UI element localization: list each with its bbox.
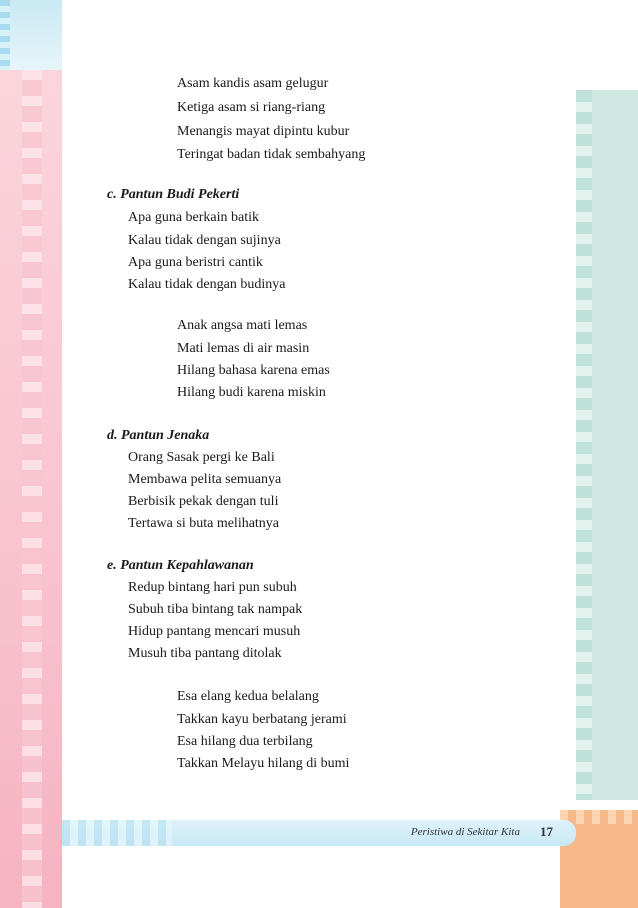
poem-line: Teringat badan tidak sembahyang [177, 147, 366, 162]
poem-line: Hilang budi karena miskin [177, 385, 326, 400]
poem-line: Berbisik pekak dengan tuli [128, 494, 279, 509]
poem-line: Kalau tidak dengan budinya [128, 277, 286, 292]
poem-line: Subuh tiba bintang tak nampak [128, 602, 303, 617]
poem-line: Musuh tiba pantang ditolak [128, 646, 282, 661]
poem-line: Hilang bahasa karena emas [177, 363, 330, 378]
poem-line: Orang Sasak pergi ke Bali [128, 450, 275, 465]
poem-line: Apa guna beristri cantik [128, 255, 263, 270]
poem-line: Redup bintang hari pun subuh [128, 580, 297, 595]
poem-line: Apa guna berkain batik [128, 210, 260, 225]
poem-line: Esa elang kedua belalang [177, 689, 319, 704]
section-heading-e: e. Pantun Kepahlawanan [107, 558, 254, 573]
poem-line: Menangis mayat dipintu kubur [177, 124, 350, 139]
poem-line: Anak angsa mati lemas [177, 318, 308, 333]
poem-line: Takkan Melayu hilang di bumi [177, 756, 350, 771]
page-number: 17 [540, 824, 553, 839]
poem-line: Hidup pantang mencari musuh [128, 624, 301, 639]
poem-line: Tertawa si buta melihatnya [128, 516, 280, 531]
poem-line: Ketiga asam si riang-riang [177, 100, 326, 115]
poem-line: Asam kandis asam gelugur [177, 76, 329, 91]
poem-line: Esa hilang dua terbilang [177, 734, 313, 749]
poem-line: Kalau tidak dengan sujinya [128, 233, 281, 248]
poem-line: Mati lemas di air masin [177, 341, 310, 356]
footer-caption: Peristiwa di Sekitar Kita [410, 826, 520, 838]
section-heading-d: d. Pantun Jenaka [107, 428, 210, 443]
section-heading-c: c. Pantun Budi Pekerti [107, 187, 240, 202]
poem-line: Takkan kayu berbatang jerami [177, 712, 347, 727]
poem-line: Membawa pelita semuanya [128, 472, 282, 487]
